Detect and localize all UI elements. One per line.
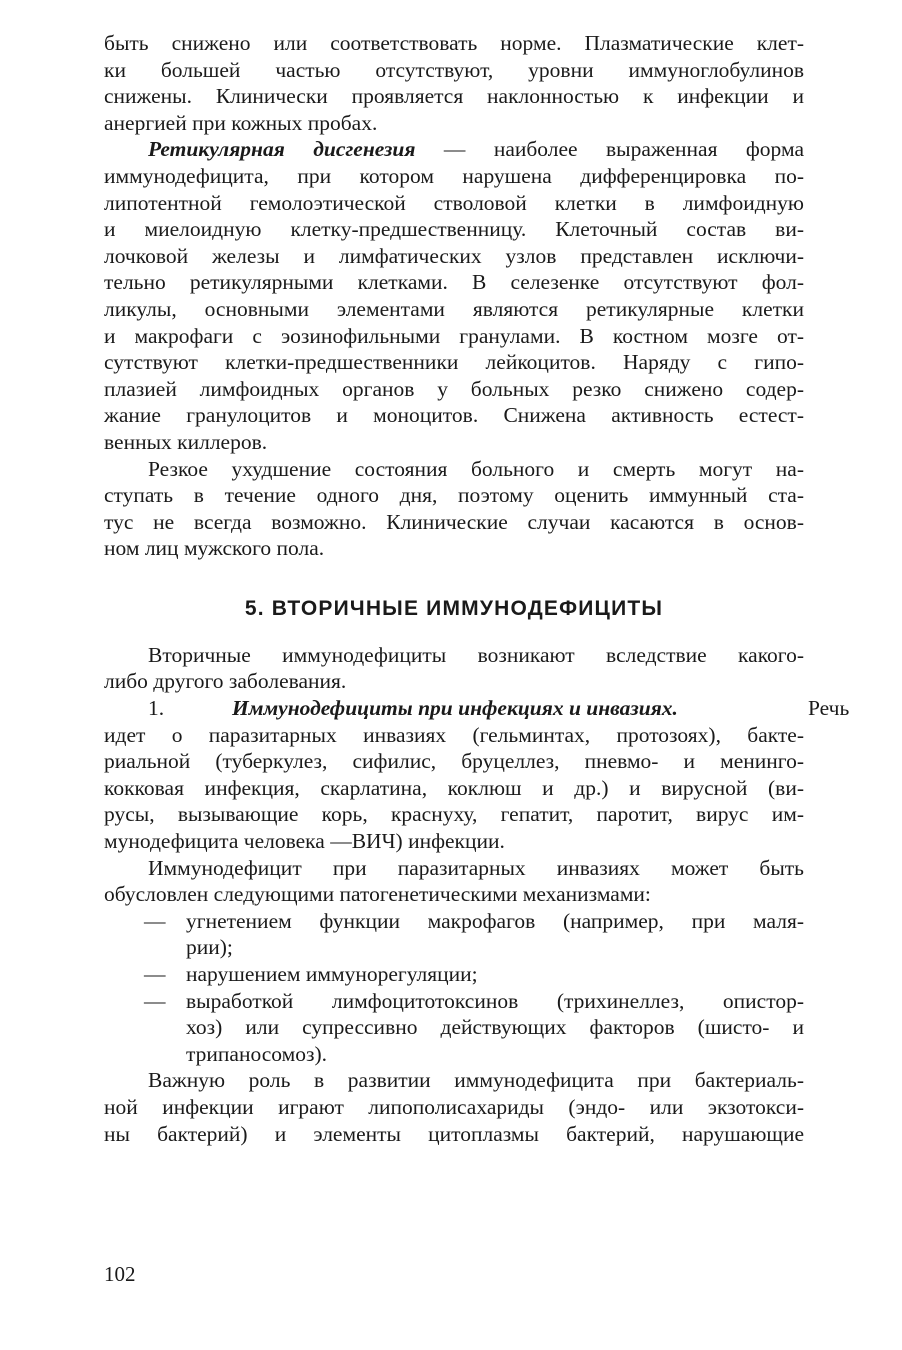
text-line: угнетением функции макрофагов (например, при маля- xyxy=(186,908,804,933)
term: Иммунодефициты при инфекциях и инвазиях. xyxy=(232,696,678,721)
dash-marker: — xyxy=(144,988,166,1013)
text-line: липотентной гемолоэтической стволовой клетки в лимфоидную xyxy=(104,190,804,215)
item-number: 1. xyxy=(148,696,165,721)
text-line: снижены. Клинически проявляется наклонностью к инфекции и xyxy=(104,84,804,109)
text-line: Вторичные иммунодефициты возникают вследствие какого- xyxy=(148,642,804,667)
text-line: нарушением иммунорегуляции; xyxy=(186,962,478,986)
text-line: ны бактерий) и элементы цитоплазмы бактерий, нарушающие xyxy=(104,1121,804,1146)
text-line: кокковая инфекция, скарлатина, коклюш и др.) и вирусной (ви- xyxy=(104,775,804,800)
text-line: жание гранулоцитов и моноцитов. Снижена активность естест- xyxy=(104,403,804,428)
text-line: Иммунодефицит при паразитарных инвазиях может быть xyxy=(148,855,804,880)
dash-list xyxy=(104,908,804,1068)
text-line: Резкое ухудшение состояния больного и смерть могут на- xyxy=(148,456,804,481)
text-line: тус не всегда возможно. Клинические случаи касаются в основ- xyxy=(104,509,804,534)
text-line: либо другого заболевания. xyxy=(104,669,347,694)
dash-marker: — xyxy=(144,908,166,933)
text-line: трипаносомоз). xyxy=(186,1041,328,1066)
text-line: тельно ретикулярными клетками. В селезенке отсутствуют фол- xyxy=(104,270,804,295)
term: Ретикулярная дисгенезия xyxy=(148,137,416,162)
text-line: ки большей частью отсутствуют, уровни иммуноглобулинов xyxy=(104,57,804,82)
text-line: русы, вызывающие корь, краснуху, гепатит, паротит, вирус им- xyxy=(104,802,804,827)
text-line: ликулы, основными элементами являются ретикулярные клетки xyxy=(104,296,804,321)
page-number: 102 xyxy=(104,1262,136,1286)
section-heading: 5. ВТОРИЧНЫЕ ИММУНОДЕФИЦИТЫ xyxy=(244,596,664,620)
text-line: рии); xyxy=(186,935,233,960)
text-line: мунодефицита человека —ВИЧ) инфекции. xyxy=(104,829,505,854)
paragraph xyxy=(104,456,804,562)
list-item xyxy=(104,961,804,988)
text-line: хоз) или супрессивно действующих факторов (шисто- и xyxy=(186,1015,804,1040)
paragraph xyxy=(104,642,804,695)
text-span: Речь xyxy=(808,696,850,721)
text-line xyxy=(104,136,804,163)
text-line: ной инфекции играют липополисахариды (эндо- или экзотокси- xyxy=(104,1094,804,1119)
text-line: венных киллеров. xyxy=(104,429,268,454)
text-line: идет о паразитарных инвазиях (гельминтах, протозоях), бакте- xyxy=(104,722,804,747)
text-line: ступать в течение одного дня, поэтому оценить иммунный ста- xyxy=(104,483,804,508)
text-line: быть снижено или соответствовать норме. Плазматические клет- xyxy=(104,31,804,55)
text-line: Важную роль в развитии иммунодефицита при бактериаль- xyxy=(148,1068,804,1093)
paragraph xyxy=(104,1067,804,1147)
text-line: лочковой железы и лимфатических узлов представлен исключи- xyxy=(104,243,804,268)
paragraph xyxy=(104,695,850,855)
text-line: и миелоидную клетку-предшественницу. Клеточный состав ви- xyxy=(104,217,804,242)
text-line: ном лиц мужского пола. xyxy=(104,536,325,561)
text-line xyxy=(104,695,850,722)
dash-marker: — xyxy=(144,962,166,986)
text-line: риальной (туберкулез, сифилис, бруцеллез, пневмо- и менинго- xyxy=(104,749,804,774)
text-line: иммунодефицита, при котором нарушена дифференцировка по- xyxy=(104,163,804,188)
paragraph xyxy=(104,30,804,136)
text-line: обусловлен следующими патогенетическими механизмами: xyxy=(104,882,651,907)
text-line: плазией лимфоидных органов у больных резко снижено содер- xyxy=(104,376,804,401)
paragraph xyxy=(104,855,804,908)
text-line: и макрофаги с эозинофильными гранулами. В костном мозге от- xyxy=(104,323,804,348)
text-line: выработкой лимфоцитотоксинов (трихинеллез, опистор- xyxy=(186,988,804,1013)
text-line: сутствуют клетки-предшественники лейкоцитов. Наряду с гипо- xyxy=(104,350,804,375)
list-item xyxy=(104,908,804,961)
list-item xyxy=(104,988,804,1068)
text-span: — наиболее выраженная форма xyxy=(415,137,804,162)
page-body xyxy=(104,30,850,1147)
text-line: анергией при кожных пробах. xyxy=(104,110,378,135)
paragraph xyxy=(104,136,804,455)
